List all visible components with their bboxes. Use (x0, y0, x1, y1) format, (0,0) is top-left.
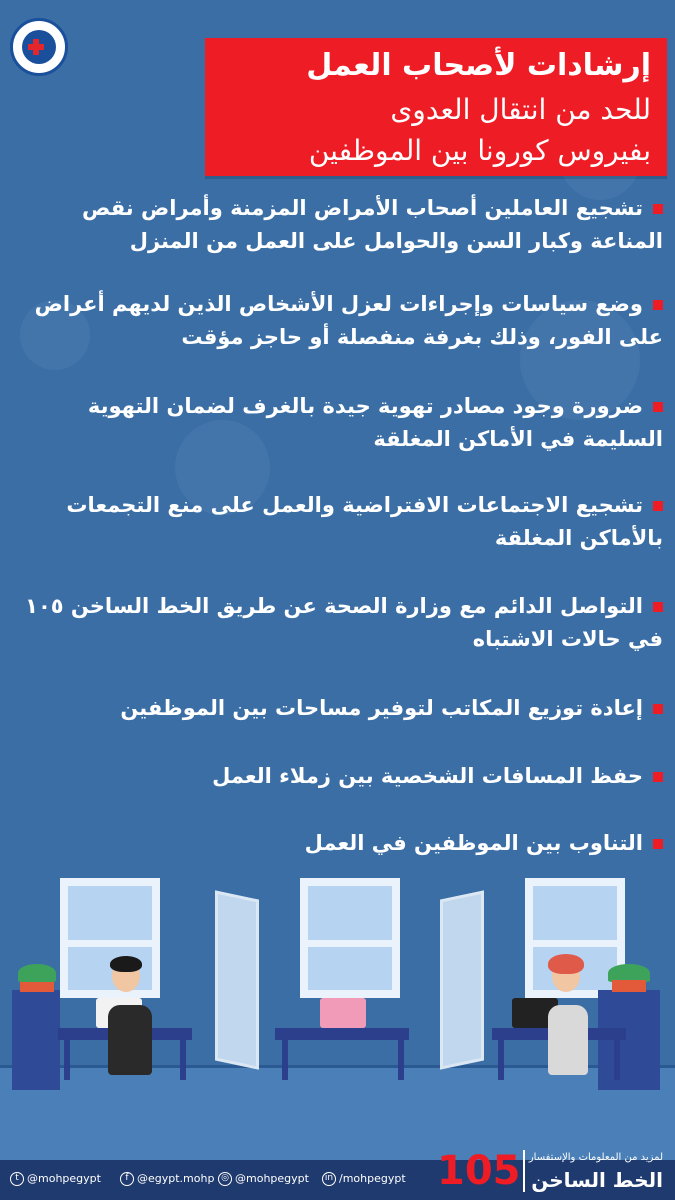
shelf (12, 990, 60, 1090)
desk-leg (282, 1040, 288, 1080)
hotline-label: الخط الساخن (531, 1168, 663, 1192)
bullet-icon (653, 402, 663, 412)
person-body (548, 1005, 588, 1075)
list-item (23, 827, 663, 860)
bullet-icon (653, 501, 663, 511)
glass-partition (440, 890, 484, 1069)
list-item (23, 288, 663, 354)
list-item (23, 692, 663, 725)
plant-pot (612, 980, 646, 992)
item-text: ضرورة وجود مصادر تهوية جيدة بالغرف لضمان التهوية (87, 394, 643, 418)
item-text: وضع سياسات وإجراءات لعزل الأشخاص الذين لديهم أعراض (34, 292, 643, 316)
bullet-icon (653, 839, 663, 849)
item-text: السليمة في الأماكن المغلقة (373, 427, 663, 451)
instagram-icon: ◎ (218, 1172, 232, 1186)
divider (523, 1150, 525, 1192)
twitter-link[interactable]: t @mohpegypt (10, 1172, 101, 1186)
laptop (320, 998, 366, 1028)
floor (0, 1065, 675, 1160)
list-item (23, 760, 663, 793)
title-line-1: إرشادات لأصحاب العمل (306, 48, 651, 83)
bullet-icon (653, 704, 663, 714)
item-text: المناعة وكبار السن والحوامل على العمل من المنزل (129, 229, 663, 253)
item-text: تشجيع العاملين أصحاب الأمراض المزمنة وأمراض نقص (82, 196, 643, 220)
title-line-3: بفيروس كورونا بين الموظفين (308, 134, 651, 167)
person-hair (110, 956, 142, 972)
instagram-link[interactable]: ◎ @mohpegypt (218, 1172, 309, 1186)
item-text: تشجيع الاجتماعات الافتراضية والعمل على منع التجمعات (66, 493, 643, 517)
hotline-number: 105 (437, 1148, 521, 1194)
list-item (23, 489, 663, 555)
list-item (23, 192, 663, 258)
title-line-2: للحد من انتقال العدوى (390, 93, 651, 126)
list-item (23, 390, 663, 456)
desk-leg (614, 1040, 620, 1080)
bullet-icon (653, 300, 663, 310)
item-text: التواصل الدائم مع وزارة الصحة عن طريق الخط الساخن ١٠٥ (25, 594, 643, 618)
item-text: إعادة توزيع المكاتب لتوفير مساحات بين الموظفين (120, 696, 643, 720)
bullet-icon (653, 772, 663, 782)
twitter-icon: t (10, 1172, 24, 1186)
glass-partition (215, 890, 259, 1069)
plant (18, 964, 56, 982)
desk (275, 1028, 409, 1040)
desk-leg (398, 1040, 404, 1080)
title-banner (205, 38, 667, 176)
item-text: التناوب بين الموظفين في العمل (304, 831, 643, 855)
window (60, 878, 160, 998)
bullet-icon (653, 602, 663, 612)
item-text: على الفور، وذلك بغرفة منفصلة أو حاجز مؤقت (181, 325, 663, 349)
linkedin-icon: in (322, 1172, 336, 1186)
linkedin-link[interactable]: in /mohpegypt (322, 1172, 406, 1186)
person-hair (548, 954, 584, 974)
ministry-logo (10, 18, 68, 76)
hotline-note: لمزيد من المعلومات والإستفسار (528, 1152, 663, 1163)
office-illustration (0, 860, 675, 1160)
facebook-link[interactable]: f @egypt.mohp (120, 1172, 214, 1186)
desk-leg (498, 1040, 504, 1080)
shelf (598, 990, 660, 1090)
item-text: حفظ المسافات الشخصية بين زملاء العمل (212, 764, 643, 788)
desk-leg (64, 1040, 70, 1080)
item-text: في حالات الاشتباه (472, 627, 663, 651)
facebook-icon: f (120, 1172, 134, 1186)
item-text: بالأماكن المغلقة (494, 526, 663, 550)
desk-leg (180, 1040, 186, 1080)
list-item (23, 590, 663, 656)
bullet-icon (653, 204, 663, 214)
window (300, 878, 400, 998)
person-body (108, 1005, 152, 1075)
